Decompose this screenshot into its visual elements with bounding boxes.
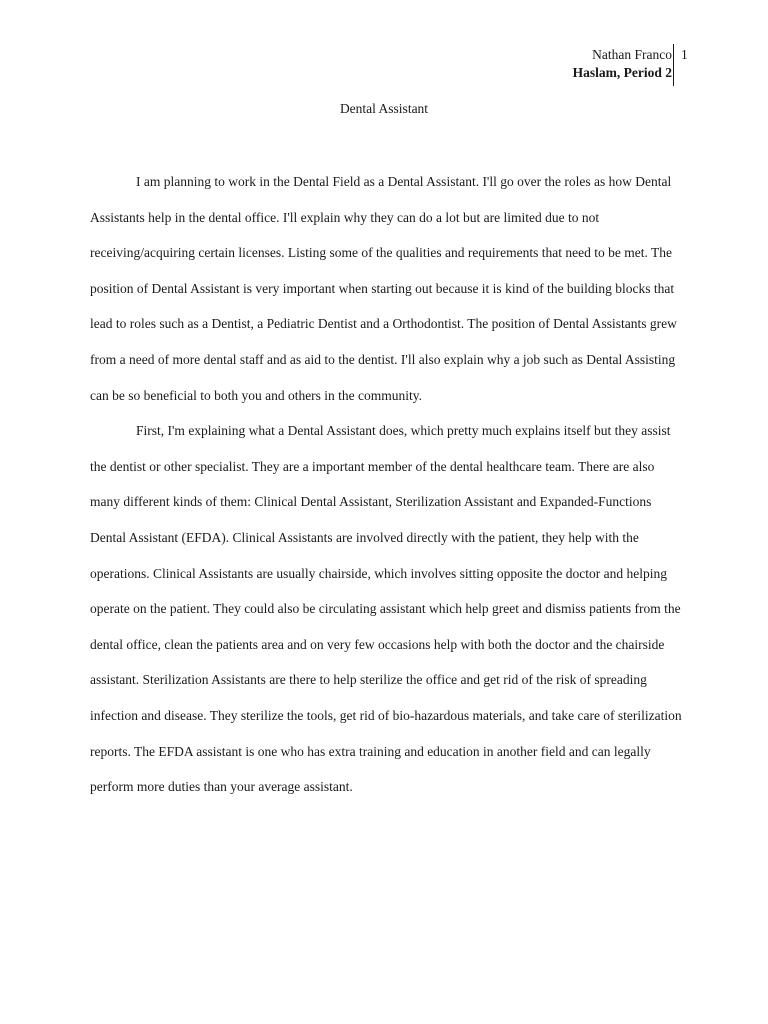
page-number: 1 [681,47,688,62]
paragraph-intro: I am planning to work in the Dental Field as a Dental Assistant. I'll go over the roles as how Dental Assistants help in the dental office. I'll explain why they can do a lot but are limited due to not receiving/acquiring certain licenses. Listing some of the qualities and requirements that need to be met. The position of Dental Assistant is very important when starting out because it is kind of the building blocks that lead to roles such as a Dentist, a Pediatric Dentist and a Orthodontist. The position of Dental Assistants grew from a need of more dental staff and as aid to the dentist. I'll also explain why a job such as Dental Assisting can be so beneficial to both you and others in the community. [90,174,677,403]
document-title: Dental Assistant [339,101,429,116]
page-number-box [673,44,688,86]
author-name: Nathan Franco [592,47,672,62]
running-header [573,46,672,82]
paragraph-roles: First, I'm explaining what a Dental Assistant does, which pretty much explains itself but they assist the dentist or other specialist. They are a important member of the dental healthcare team. There are also many different kinds of them: Clinical Dental Assistant, Sterilization Assistant and Expanded-Functions Dental Assistant (EFDA). Clinical Assistants are involved directly with the patient, they help with the operations. Clinical Assistants are usually chairside, which involves sitting opposite the doctor and helping operate on the patient. They could also be circulating assistant which help greet and dismiss patients from the dental office, clean the patients area and on very few occasions help with both the doctor and the chairside assistant. Sterilization Assistants are there to help sterilize the office and get rid of the risk of spreading infection and disease. They sterilize the tools, get rid of bio-hazardous materials, and take care of sterilization reports. The EFDA assistant is one who has extra training and education in another field and can legally perform more duties than your average assistant. [90,423,682,795]
course-period: Haslam, Period 2 [572,65,672,80]
document-body [90,164,686,805]
